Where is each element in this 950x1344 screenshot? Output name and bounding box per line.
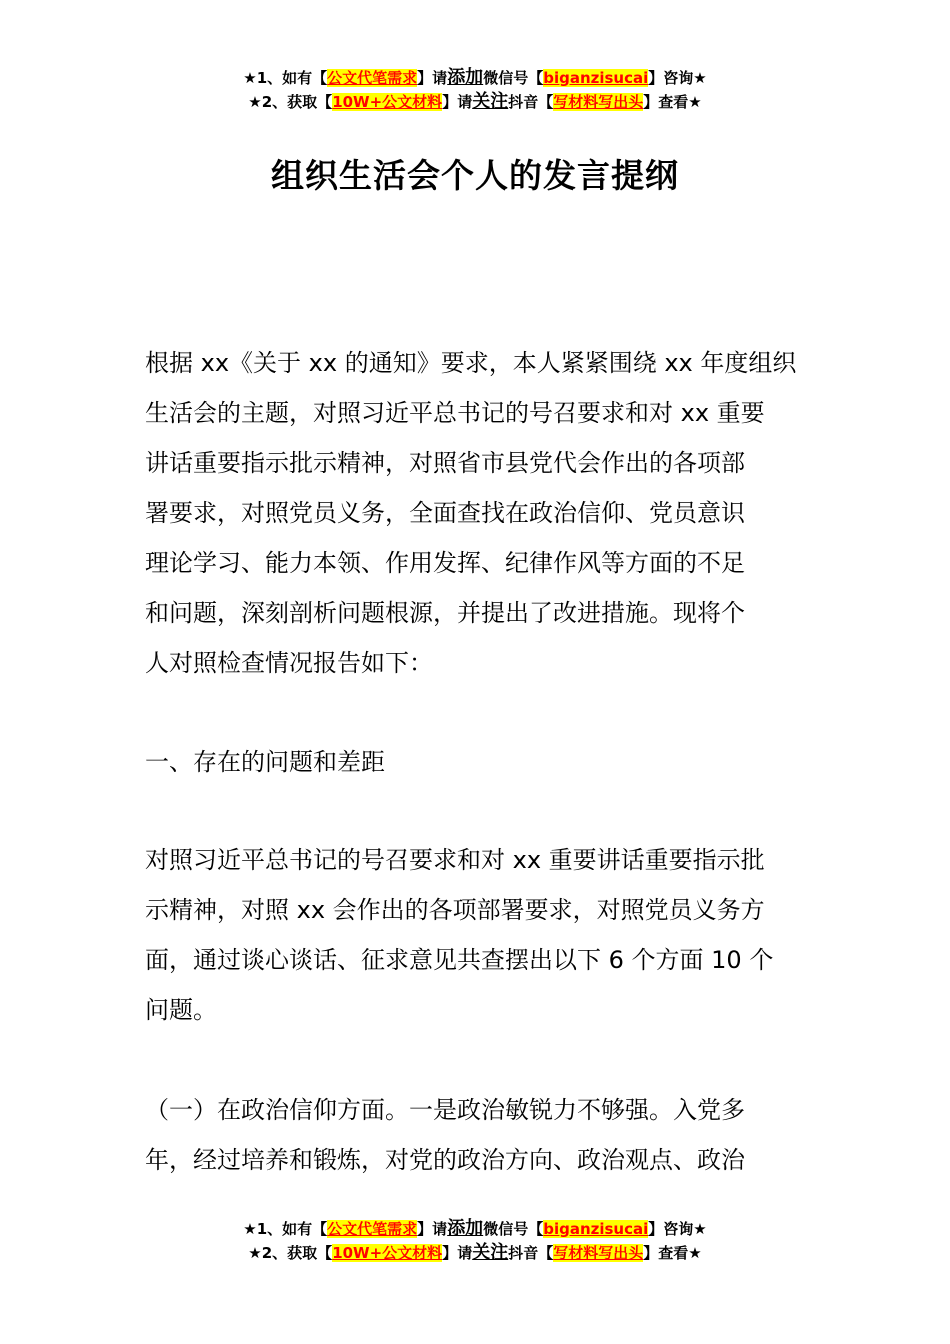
intro-paragraph (145, 338, 810, 688)
header-highlight-wechat-id: biganzisucai (543, 69, 649, 87)
footer-line-1-suffix: 】咨询★ (648, 1220, 707, 1238)
intro-line: 讲话重要指示批示精神，对照省市县党代会作出的各项部 (145, 449, 745, 477)
footer-line-2-suffix: 】查看★ (643, 1244, 702, 1262)
body-line: （一）在政治信仰方面。一是政治敏锐力不够强。入党多 (145, 1096, 745, 1124)
header-line-2 (0, 90, 950, 114)
intro-line: 和问题，深刻剖析问题根源，并提出了改进措施。现将个 (145, 599, 745, 627)
header-line-1-text: 】请 (417, 69, 448, 87)
footer-line-1-text: 微信号【 (483, 1220, 544, 1238)
body-line: 问题。 (145, 996, 217, 1024)
body-line: 对照习近平总书记的号召要求和对 xx 重要讲话重要指示批 (145, 846, 765, 874)
footer-line-2-text: 抖音【 (508, 1244, 554, 1262)
header-line-2-text: 抖音【 (508, 93, 554, 111)
intro-line: 理论学习、能力本领、作用发挥、纪律作风等方面的不足 (145, 549, 745, 577)
intro-line: 生活会的主题，对照习近平总书记的号召要求和对 xx 重要 (145, 399, 765, 427)
footer-line-1 (0, 1217, 950, 1241)
header-emphasis-follow: 关注 (472, 91, 509, 112)
footer-highlight-douyin-account: 写材料写出头 (553, 1244, 644, 1262)
header-highlight-service: 公文代笔需求 (327, 69, 418, 87)
body-paragraph-1 (145, 835, 810, 1035)
footer-highlight-wechat-id: biganzisucai (543, 1220, 649, 1238)
document-title: 组织生活会个人的发言提纲 (271, 156, 679, 195)
header-line-1-prefix: ★1、如有【 (243, 69, 328, 87)
header-line-1 (0, 66, 950, 90)
body-line: 面，通过谈心谈话、征求意见共查摆出以下 6 个方面 10 个 (145, 946, 774, 974)
footer-emphasis-follow: 关注 (472, 1242, 509, 1263)
header-line-1-suffix: 】咨询★ (648, 69, 707, 87)
header-line-2-text: 】请 (442, 93, 473, 111)
body-line: 年，经过培养和锻炼，对党的政治方向、政治观点、政治 (145, 1146, 745, 1174)
header-banner (0, 66, 950, 114)
header-highlight-materials: 10W+公文材料 (332, 93, 443, 111)
intro-line: 人对照检查情况报告如下： (145, 649, 433, 677)
footer-line-2 (0, 1241, 950, 1265)
footer-banner (0, 1217, 950, 1265)
footer-line-1-prefix: ★1、如有【 (243, 1220, 328, 1238)
intro-line: 署要求，对照党员义务，全面查找在政治信仰、党员意识 (145, 499, 745, 527)
header-line-2-prefix: ★2、获取【 (248, 93, 333, 111)
footer-highlight-service: 公文代笔需求 (327, 1220, 418, 1238)
header-highlight-douyin-account: 写材料写出头 (553, 93, 644, 111)
header-line-2-suffix: 】查看★ (643, 93, 702, 111)
footer-line-1-text: 】请 (417, 1220, 448, 1238)
footer-highlight-materials: 10W+公文材料 (332, 1244, 443, 1262)
intro-line: 根据 xx《关于 xx 的通知》要求，本人紧紧围绕 xx 年度组织 (145, 349, 797, 377)
header-line-1-text: 微信号【 (483, 69, 544, 87)
footer-emphasis-add: 添加 (447, 1218, 484, 1239)
body-paragraph-2 (145, 1085, 810, 1185)
header-emphasis-add: 添加 (447, 67, 484, 88)
footer-line-2-prefix: ★2、获取【 (248, 1244, 333, 1262)
section-heading: 一、存在的问题和差距 (145, 748, 385, 776)
footer-line-2-text: 】请 (442, 1244, 473, 1262)
body-line: 示精神，对照 xx 会作出的各项部署要求，对照党员义务方 (145, 896, 765, 924)
